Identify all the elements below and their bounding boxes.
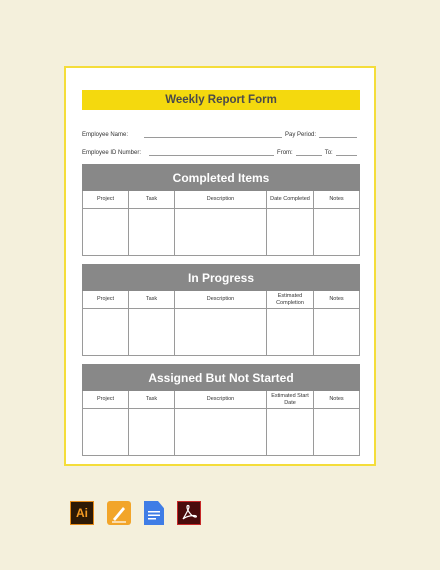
table-cell[interactable] [83,309,129,355]
section-table [82,291,360,356]
illustrator-icon[interactable] [70,501,94,525]
pages-icon[interactable] [107,501,131,525]
column-header-task: Task [129,391,175,409]
table-cell[interactable] [175,409,267,455]
employee-id-label: Employee ID Number: [82,150,142,156]
column-header-project: Project [83,191,129,209]
column-header-project: Project [83,391,129,409]
section-header [82,164,360,191]
section-title: In Progress [187,270,255,285]
pay-period-field[interactable] [319,131,357,138]
from-field[interactable] [296,149,322,156]
column-header-project: Project [83,291,129,309]
column-header-task: Task [129,291,175,309]
column-header-estimated-start-date: Estimated Start Date [267,391,314,409]
document-lines-glyph [144,501,164,525]
section-completed-items [82,164,360,256]
section-assigned-not-started [82,364,360,456]
report-form-document [64,66,376,466]
table-cell[interactable] [267,209,314,255]
info-row-id [82,146,360,156]
column-header-date-completed: Date Completed [267,191,314,209]
column-header-task: Task [129,191,175,209]
column-header-notes: Notes [314,291,359,309]
table-cell[interactable] [314,209,359,255]
table-cell[interactable] [175,209,267,255]
table-cell[interactable] [83,409,129,455]
table-cell[interactable] [129,309,175,355]
file-format-icons [70,501,201,525]
section-in-progress [82,264,360,356]
employee-id-field[interactable] [149,149,274,156]
column-header-description: Description [175,291,267,309]
pen-glyph [107,501,131,525]
table-cell[interactable] [314,409,359,455]
employee-info [82,128,360,156]
column-header-notes: Notes [314,191,359,209]
table-cell[interactable] [175,309,267,355]
google-docs-icon[interactable] [144,501,164,525]
table-cell[interactable] [83,209,129,255]
column-header-estimated-completion: Estimated Completion [267,291,314,309]
section-title: Completed Items [172,170,270,185]
employee-name-field[interactable] [144,131,282,138]
section-header [82,264,360,291]
employee-name-label: Employee Name: [82,132,129,138]
table-cell[interactable] [267,309,314,355]
to-field[interactable] [336,149,357,156]
column-header-description: Description [175,391,267,409]
table-cell[interactable] [129,409,175,455]
pay-period-label: Pay Period: [285,132,317,138]
info-row-name [82,128,360,138]
illustrator-icon-label: Ai [76,506,88,520]
form-title-bar [82,90,360,110]
section-table [82,191,360,256]
section-table [82,391,360,456]
table-cell[interactable] [129,209,175,255]
table-cell[interactable] [314,309,359,355]
column-header-description: Description [175,191,267,209]
section-header [82,364,360,391]
pdf-icon[interactable] [177,501,201,525]
table-cell[interactable] [267,409,314,455]
form-title: Weekly Report Form [165,94,277,106]
acrobat-glyph [180,504,198,522]
column-header-notes: Notes [314,391,359,409]
from-label: From: [277,150,293,156]
to-label: To: [324,150,333,156]
form-content [82,90,360,456]
section-title: Assigned But Not Started [148,370,294,385]
